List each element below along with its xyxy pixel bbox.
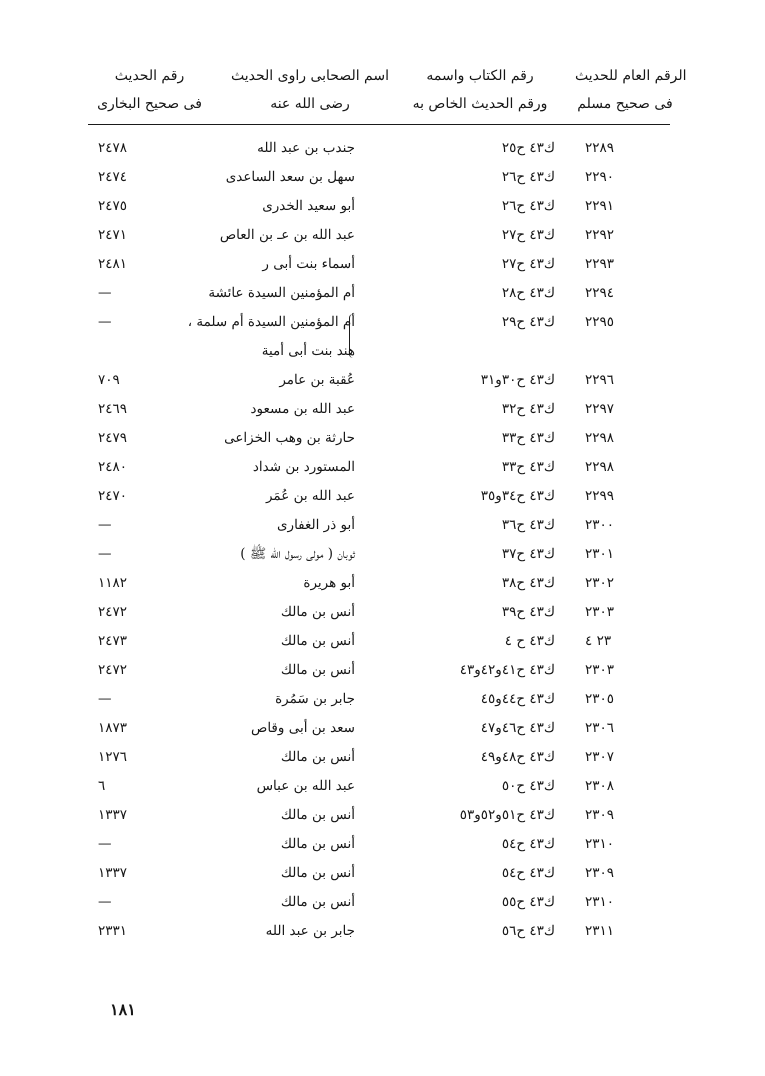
narrator-name: أنس بن مالك xyxy=(280,807,355,823)
general-number: ٢٣٠٠ xyxy=(585,517,615,533)
narrator-name: سهل بن سعد الساعدى xyxy=(225,169,355,185)
general-number: ٢٢٩٨ xyxy=(585,430,615,446)
bukhari-number: ٧٠٩ xyxy=(98,372,120,388)
header-general-number xyxy=(575,62,687,118)
header-narrator-line1: اسم الصحابى راوى الحديث xyxy=(230,68,389,84)
book-reference: ك٤٣ ح٥٤ xyxy=(501,836,555,852)
general-number: ٢٢٩٠ xyxy=(585,169,615,185)
narrator-name: أنس بن مالك xyxy=(280,633,355,649)
narrator-name: أنس بن مالك xyxy=(280,749,355,765)
bukhari-number: ٢٤٧٨ xyxy=(98,140,128,156)
book-reference: ك٤٣ ح٤٦و٤٧ xyxy=(480,720,555,736)
general-number: ٢٢٩٢ xyxy=(585,227,615,243)
bukhari-number: — xyxy=(98,836,112,852)
general-number: ٢٢٩٨ xyxy=(585,459,615,475)
bukhari-number: ١٢٧٦ xyxy=(98,749,128,765)
book-reference: ك٤٣ ح٣٩ xyxy=(501,604,555,620)
narrator-name xyxy=(175,312,355,362)
general-number: ٢٣٠٨ xyxy=(585,778,615,794)
book-reference: ك٤٣ ح٣٦ xyxy=(501,517,555,533)
book-reference: ك٤٣ ح٢٩ xyxy=(501,314,555,330)
bukhari-number: — xyxy=(98,894,112,910)
book-reference: ك٤٣ ح٤١و٤٢و٤٣ xyxy=(459,662,555,678)
bukhari-number: — xyxy=(98,285,112,301)
general-number: ٢٣٠١ xyxy=(585,546,615,562)
narrator-name: ثوبان ( مولى رسول الله ﷺ ) xyxy=(240,546,355,562)
book-reference: ك٤٣ ح٥٦ xyxy=(501,923,555,939)
book-reference: ك٤٣ ح٤٨و٤٩ xyxy=(480,749,555,765)
bukhari-number: — xyxy=(98,691,112,707)
bukhari-number: ٦ xyxy=(98,778,106,794)
narrator-name: أبو ذر الغفارى xyxy=(276,517,355,533)
general-number: ٢٣٠٧ xyxy=(585,749,615,765)
narrator-name: حارثة بن وهب الخزاعى xyxy=(224,430,355,446)
header-rule xyxy=(88,124,670,125)
general-number: ٢٢٩٧ xyxy=(585,401,615,417)
narrator-name: أبو سعيد الخدرى xyxy=(262,198,355,214)
general-number: ٢٢٩١ xyxy=(585,198,615,214)
book-reference: ك٤٣ ح٣٣ xyxy=(501,459,555,475)
book-reference: ك٤٣ ح٣٠و٣١ xyxy=(480,372,555,388)
header-narrator xyxy=(225,62,395,118)
header-general-line1: الرقم العام للحديث xyxy=(575,68,687,84)
general-number: ٢٢٩٩ xyxy=(585,488,615,504)
narrator-name-line2: هند بنت أبى أمية xyxy=(261,343,355,359)
book-reference: ك٤٣ ح٢٧ xyxy=(501,227,555,243)
general-number: ٢٢٩٥ xyxy=(585,314,615,330)
book-reference: ك٤٣ ح٢٥ xyxy=(501,140,555,156)
header-bukhari-line1: رقم الحديث xyxy=(114,68,185,84)
narrator-name: عبد الله بن مسعود xyxy=(250,401,355,417)
general-number: ٢٢٩٣ xyxy=(585,256,615,272)
header-book xyxy=(405,62,555,118)
bukhari-number: ٢٤٧٩ xyxy=(98,430,128,446)
book-reference: ك٤٣ ح٤٤و٤٥ xyxy=(480,691,555,707)
narrator-name-line1: أم المؤمنين السيدة أم سلمة ، xyxy=(187,314,355,330)
narrator-name: أسماء بنت أبى ر xyxy=(262,256,355,272)
narrator-name: عُقبة بن عامر xyxy=(279,372,355,388)
book-reference: ك٤٣ ح٥٤ xyxy=(501,865,555,881)
header-narrator-line2: رضى الله عنه xyxy=(270,96,350,112)
book-reference: ك٤٣ ح٣٢ xyxy=(501,401,555,417)
header-book-line1: رقم الكتاب واسمه xyxy=(426,68,534,84)
bukhari-number: ١١٨٢ xyxy=(98,575,128,591)
bukhari-number: ٢٤٧١ xyxy=(98,227,128,243)
general-number: ٢٣١٠ xyxy=(585,894,615,910)
header-general-line2: فى صحيح مسلم xyxy=(577,96,673,112)
narrator-name: عبد الله بن عباس xyxy=(256,778,355,794)
book-reference: ك٤٣ ح٣٣ xyxy=(501,430,555,446)
header-bukhari-line2: فى صحيح البخارى xyxy=(97,96,202,112)
general-number: ٢٢٩٦ xyxy=(585,372,615,388)
general-number: ٢٣١٠ xyxy=(585,836,615,852)
general-number: ٢٣٠٣ xyxy=(585,662,615,678)
bukhari-number: ٢٤٨١ xyxy=(98,256,128,272)
header-book-line2: ورقم الحديث الخاص به xyxy=(412,96,548,112)
general-number: ٢٣٠٥ xyxy=(585,691,615,707)
header-bukhari xyxy=(92,62,207,118)
book-reference: ك٤٣ ح٥١و٥٢و٥٣ xyxy=(459,807,555,823)
general-number: ٢٣٠٦ xyxy=(585,720,615,736)
narrator-name: جابر بن سَمُرة xyxy=(275,691,355,707)
bukhari-number: ٢٤٦٩ xyxy=(98,401,128,417)
narrator-name: عبد الله بن عـ بن العاص xyxy=(219,227,355,243)
hadith-table xyxy=(0,134,765,946)
bukhari-number: ٢٣٣١ xyxy=(98,923,128,939)
general-number: ٢٣ ٤ xyxy=(585,633,612,649)
bukhari-number: — xyxy=(98,517,112,533)
general-number: ٢٣١١ xyxy=(585,923,615,939)
general-number: ٢٣٠٩ xyxy=(585,865,615,881)
narrator-name: أم المؤمنين السيدة عائشة xyxy=(208,285,355,301)
bukhari-number: ٢٤٧٥ xyxy=(98,198,128,214)
narrator-name: أنس بن مالك xyxy=(280,604,355,620)
book-reference: ك٤٣ ح٣٨ xyxy=(501,575,555,591)
bukhari-number: ٢٤٧٣ xyxy=(98,633,128,649)
bukhari-number: ١٨٧٣ xyxy=(98,720,128,736)
book-reference: ك٤٣ ح٣٧ xyxy=(501,546,555,562)
book-reference: ك٤٣ ح٥٥ xyxy=(501,894,555,910)
general-number: ٢٣٠٢ xyxy=(585,575,615,591)
narrator-name: عبد الله بن عُمَر xyxy=(265,488,355,504)
narrator-name: سعد بن أبى وقاص xyxy=(251,720,355,736)
book-reference: ك٤٣ ح٢٦ xyxy=(501,198,555,214)
narrator-name: أنس بن مالك xyxy=(280,662,355,678)
narrator-name: جندب بن عبد الله xyxy=(257,140,355,156)
book-reference: ك٤٣ ح٢٨ xyxy=(501,285,555,301)
general-number: ٢٢٨٩ xyxy=(585,140,615,156)
page-number: ١٨١ xyxy=(110,1000,136,1019)
bukhari-number: — xyxy=(98,314,112,330)
bukhari-number: ١٣٣٧ xyxy=(98,807,128,823)
book-reference: ك٤٣ ح٢٧ xyxy=(501,256,555,272)
general-number: ٢٣٠٩ xyxy=(585,807,615,823)
general-number: ٢٣٠٣ xyxy=(585,604,615,620)
book-reference: ك٤٣ ح٥٠ xyxy=(501,778,555,794)
bukhari-number: ١٣٣٧ xyxy=(98,865,128,881)
bukhari-number: ٢٤٨٠ xyxy=(98,459,128,475)
book-reference: ك٤٣ ح٢٦ xyxy=(501,169,555,185)
bukhari-number: ٢٤٧٤ xyxy=(98,169,128,185)
narrator-name: المستورد بن شداد xyxy=(252,459,355,475)
book-reference: ك٤٣ ح٣٤و٣٥ xyxy=(480,488,555,504)
bukhari-number: ٢٤٧٢ xyxy=(98,604,128,620)
bukhari-number: — xyxy=(98,546,112,562)
narrator-name: أبو هريرة xyxy=(303,575,355,591)
book-reference: ك٤٣ ح ٤ xyxy=(504,633,555,649)
bukhari-number: ٢٤٧٢ xyxy=(98,662,128,678)
bukhari-number: ٢٤٧٠ xyxy=(98,488,128,504)
narrator-name: أنس بن مالك xyxy=(280,894,355,910)
narrator-name: أنس بن مالك xyxy=(280,865,355,881)
general-number: ٢٢٩٤ xyxy=(585,285,615,301)
narrator-name: أنس بن مالك xyxy=(280,836,355,852)
narrator-name: جابر بن عبد الله xyxy=(265,923,355,939)
